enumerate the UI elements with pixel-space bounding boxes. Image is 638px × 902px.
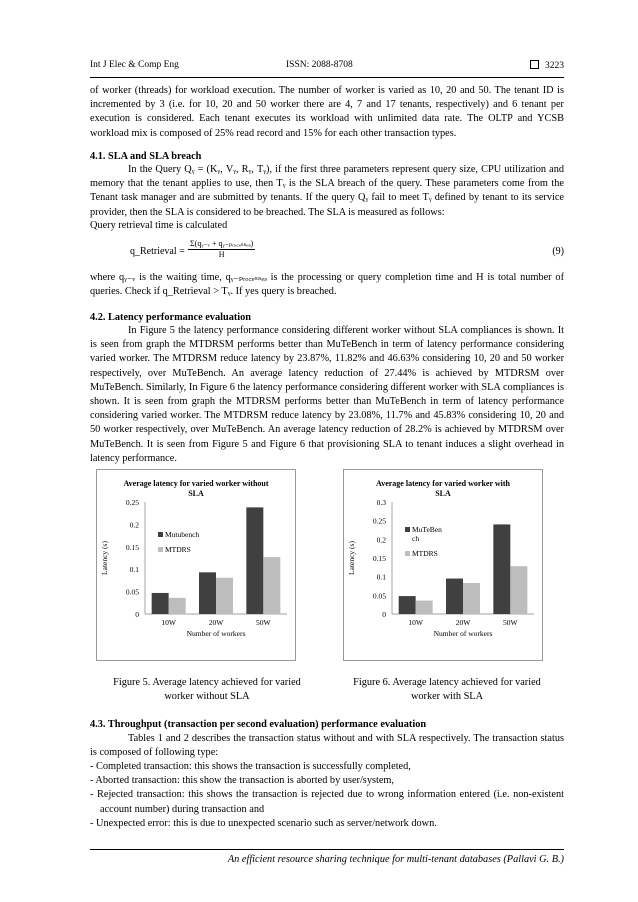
list-item: - Unexpected error: this is due to unexpected scenario such as server/network down. <box>90 817 437 829</box>
list-item: - Completed transaction: this shows the transaction is successfully completed, <box>90 761 411 772</box>
section-4-2-paragraph: In Figure 5 the latency performance considering different worker without SLA compliances is shown. It is seen from graph the MTDRSM performs better than MuTeBench in term of latency performance considering varied worker. The MTDRSM reduce latency by 23.87%, 11.82% and 46.63% considering 10, 20 and 50 worker respectively, over MuTeBench. An average latency reduction of 27.44% is achieved by MTDRSM over MuTeBench. Similarly, In Figure 6 the latency performance considering different worker with SLA compliances is shown. It is seen from graph the MTDRSM performs better than MuTeBench in term of latency performance considering varied worker. The MTDRSM reduce latency by 23.08%, 11.7% and 45.83% considering 10, 20 and 50 worker respectively, over MuTeBench. An average latency reduction of 28.2% is achieved by MTDRSM over MuTeBench. It is seen from Figure 5 and Figure 6 that provisioning SLA to tenant induces a slight overhead in latency performance. <box>90 325 564 464</box>
equation-numerator: Σ(qᵧ₋ᵥ + qᵧ₋ₚᵣₒ꜀ₑₛₛₑₔ) <box>190 239 254 248</box>
chart-title: SLA <box>435 489 451 498</box>
x-tick-label: 50W <box>503 618 518 627</box>
checkbox-icon <box>530 60 539 69</box>
chart-title: Average latency for varied worker without <box>123 479 269 488</box>
running-footer: An efficient resource sharing technique for multi-tenant databases (Pallavi G. B.) <box>227 854 564 865</box>
intro-paragraph: of worker (threads) for workload execution. The number of worker is varied as 10, 20 and 50. The tenant ID is incremented by 3 (i.e. for 10, 20 and 50 worker there are 4, 7 and 17 tenants, respectively) and 6 tenant per execution is considered. Each tenant executes its workload with unlimited data rate. The OLTP and YCSB workload mix is composed of 25% read record and 15% for each other transaction types. <box>90 85 564 139</box>
y-axis-label: Latency (s) <box>100 541 109 575</box>
issn: ISSN: 2088-8708 <box>286 60 353 70</box>
legend-swatch-mtdrs <box>158 547 163 552</box>
journal-name: Int J Elec & Comp Eng <box>90 60 179 70</box>
bar-mtdrs-10w <box>169 598 186 614</box>
y-tick-label: 0.15 <box>125 542 139 552</box>
bar-mutebench-10w <box>399 596 416 614</box>
query-desc: , if the first three parameters represent query size, CPU utilization and memory that the tenant applies to use, then Tᵧ is the SLA breach of the query. These parameters come from the Tenant task manager and are submitted by tenants. If the query Qᵧ fail to meet Tᵧ defined by tenant to its service provider, then the SLA is considered to be breached. The SLA is measured as follows: <box>90 164 565 218</box>
chart-title: SLA <box>188 489 204 498</box>
y-tick-label: 0.3 <box>376 498 386 507</box>
section-4-3-paragraph: Tables 1 and 2 describes the transaction status without and with SLA respectively. The transaction status is composed of following type: <box>90 733 564 759</box>
legend-label-mtdrs: MTDRS <box>412 549 438 558</box>
y-tick-label: 0.2 <box>376 535 386 545</box>
chart-title: Average latency for varied worker with <box>376 479 510 488</box>
x-tick-label: 20W <box>208 618 224 627</box>
y-axis-label: Latency (s) <box>347 541 356 575</box>
y-tick-label: 0.2 <box>129 520 139 530</box>
y-tick-label: 0 <box>382 610 386 619</box>
y-tick-label: 0.25 <box>372 516 386 526</box>
equation-lhs: q_Retrieval = <box>130 246 185 257</box>
section-4-1-paragraph <box>90 163 564 220</box>
x-tick-label: 20W <box>455 618 471 627</box>
figure-5-chart <box>97 470 295 660</box>
section-4-3-heading: 4.3. Throughput (transaction per second evaluation) performance evaluation <box>90 719 427 730</box>
running-header <box>90 60 564 76</box>
header-rule <box>90 77 564 78</box>
bar-mutebench-20w <box>446 579 463 614</box>
x-tick-label: 10W <box>161 618 176 627</box>
x-tick-label: 50W <box>256 618 271 627</box>
footer-rule <box>90 849 564 850</box>
y-tick-label: 0.15 <box>372 554 386 563</box>
x-axis-label: Number of workers <box>433 629 493 638</box>
section-4-2-heading: 4.2. Latency performance evaluation <box>90 312 252 323</box>
bar-mtdrs-20w <box>216 578 233 614</box>
figure-6-caption: Figure 6. Average latency achieved for varied worker with SLA <box>353 677 541 702</box>
transaction-status-list <box>90 760 564 831</box>
x-tick-label: 10W <box>408 618 423 627</box>
bar-mtdrs-10w <box>416 601 433 614</box>
list-item: - Rejected transaction: this shows the transaction is rejected due to wrong information entered (i.e. non-existent account number) during transaction and <box>90 789 564 815</box>
legend-label-mutebench: ch <box>412 534 420 543</box>
figure-6-chart <box>344 470 542 660</box>
retrieval-line: Query retrieval time is calculated <box>90 220 228 231</box>
bar-mtdrs-50w <box>263 557 280 614</box>
bar-mutubench-20w <box>199 572 216 614</box>
equation-fraction <box>188 238 255 259</box>
bar-mutubench-50w <box>246 507 263 614</box>
list-item: - Aborted transaction: this show the transaction is aborted by user/system, <box>90 775 394 787</box>
bar-mutubench-10w <box>152 593 169 614</box>
legend-swatch-mtdrs <box>405 551 410 556</box>
equation-9 <box>130 236 564 266</box>
y-tick-label: 0 <box>135 610 139 619</box>
x-axis-label: Number of workers <box>186 629 246 638</box>
section-4-1-heading: 4.1. SLA and SLA breach <box>90 151 202 162</box>
where-paragraph: where qᵧ₋ᵥ is the waiting time, qᵧ₋ₚᵣₒ꜀ₑₛₛₑₔ is the processing or query completion time and H is total number of queries. Check if q_Retrieval > Tᵧ. If yes query is breached. <box>90 272 564 298</box>
figure-5-caption: Figure 5. Average latency achieved for varied worker without SLA <box>113 677 301 702</box>
legend-label-mtdrs: MTDRS <box>165 545 191 554</box>
legend-label-mutebench: MuTeBen <box>412 525 442 534</box>
legend-swatch-mutebench <box>405 527 410 532</box>
y-tick-label: 0.05 <box>125 587 139 597</box>
figure-6-frame <box>343 469 543 661</box>
y-tick-label: 0.25 <box>125 498 139 507</box>
legend-label-mutubench: Mutubench <box>165 530 200 539</box>
figure-5-frame <box>96 469 296 661</box>
bar-mutebench-50w <box>493 524 510 614</box>
y-tick-label: 0.1 <box>376 572 386 582</box>
query-math: Qᵧ = (Kᵧ, Vᵧ, Rᵧ, Tᵧ) <box>184 164 270 175</box>
y-tick-label: 0.05 <box>372 591 386 601</box>
page-number: 3223 <box>545 61 564 71</box>
bar-mtdrs-20w <box>463 583 480 614</box>
page-number-area <box>530 60 564 71</box>
equation-denominator: H <box>218 250 225 259</box>
query-text: In the Query <box>128 164 182 175</box>
y-tick-label: 0.1 <box>129 565 139 575</box>
legend-swatch-mutubench <box>158 532 163 537</box>
bar-mtdrs-50w <box>510 566 527 614</box>
equation-number: (9) <box>552 246 564 257</box>
